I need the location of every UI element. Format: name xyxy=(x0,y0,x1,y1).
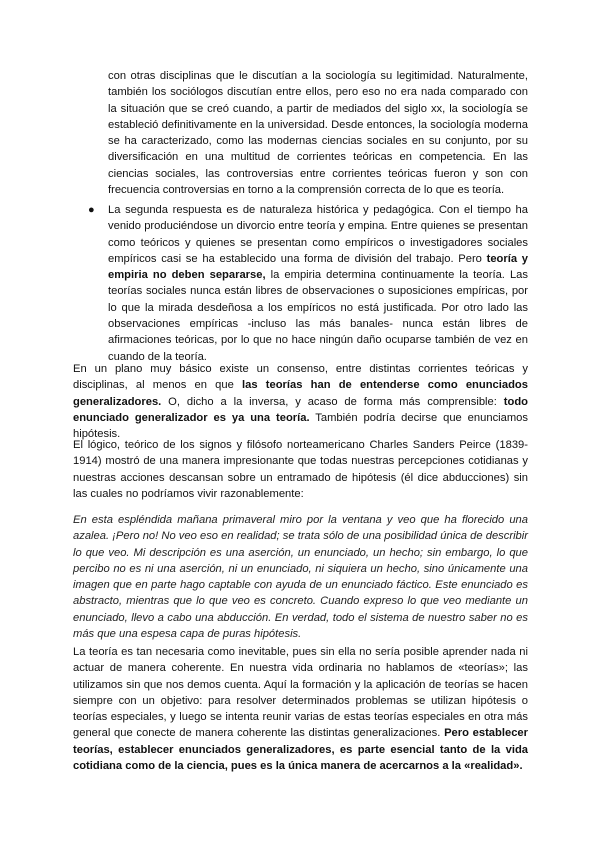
bullet-text-b: la empiria determina continuamente la teoría. Las teorías sociales nunca están libres de observaciones o suposiciones empíricas, por lo que la mirada desdeñosa a los empíricos no está justificada. Por otro lado las observaciones empíricas -incluso las más banales- nunca están libres de afirmaciones teóricas, por lo que no hace ningún daño ocuparse también de vez en cuando de la teoría. xyxy=(108,269,528,363)
paragraph-theory-necessary xyxy=(73,644,528,774)
peirce-quote: En esta espléndida mañana primaveral miro por la ventana y veo que ha florecido una azalea. ¡Pero no! No veo eso en realidad; se trata sólo de una posibilidad única de describir lo que veo. Mi descripción es una aserción, un enunciado, un hecho; sin embargo, lo que percibo no es ni una aserción, ni un enunciado, ni siquiera un hecho, sino únicamente una imagen que en parte hago captable con ayuda de un enunciado fáctico. Este enunciado es abstracto, mientras que lo que veo es concreto. Cuando expreso lo que veo mediante un enunciado, llevo a cabo una abducción. En verdad, todo el sistema de nuestro saber no es más que una espesa capa de puras hipótesis. xyxy=(73,514,528,641)
bullet-marker: ● xyxy=(88,204,95,216)
theory-text-a: La teoría es tan necesaria como inevitable, pues sin ella no sería posible aprender nada ni actuar de manera coherente. En nuestra vida ordinaria no hablamos de «teorías»; las utilizamos sin que nos demos cuenta. Aquí la formación y la aplicación de teorías se hacen siempre con un objetivo: para resolver determinados problemas se utilizan hipótesis o teorías especiales, y luego se intenta reunir varias de estas teorías especiales en otra más general que conecte de manera coherente las distintas generalizaciones. xyxy=(73,646,528,740)
bullet-paragraph xyxy=(108,202,528,365)
consensus-bold-b: todo enunciado generalizador es ya una teoría. xyxy=(73,395,528,424)
consensus-text-a: En un plano muy básico existe un consenso, entre distintas corrientes teóricas y disciplinas, al menos en que xyxy=(73,363,528,392)
consensus-text-c: También podría decirse que enunciamos hipótesis. xyxy=(73,411,529,441)
bullet-text-a: La segunda respuesta es de naturaleza histórica y pedagógica. Con el tiempo ha venido produciéndose un divorcio entre teoría y empina. Entre quienes se presentan como teóricos y quienes se presentan como empíricos o investigadores sociales empíricos casi se ha establecido una forma de división del trabajo. Pero xyxy=(108,204,528,265)
paragraph-consensus xyxy=(73,361,528,442)
bullet-bold-a: teoría y empiria no deben separarse, xyxy=(108,252,529,282)
paragraph-continuation: con otras disciplinas que le discutían a la sociología su legitimidad. Naturalmente, también los sociólogos discutían entre ellos, pero eso no era nada comparado con la situación que se creó cuando, a partir de mediados del siglo xx, la sociología se estableció definitivamente en la universidad. Desde entonces, la sociología moderna se ha caracterizado, como las modernas ciencias sociales en su conjunto, por su diversificación en una multitud de corrientes teóricas en competencia. En las ciencias sociales, las controversias entre corrientes teóricas fueron y son con frecuencia controversias en torno a la comprensión correcta de lo que es teoría. xyxy=(108,70,528,197)
consensus-bold-a: las teorías han de entenderse como enunciados generalizadores. xyxy=(73,379,528,408)
paragraph-peirce: El lógico, teórico de los signos y filósofo norteamericano Charles Sanders Peirce (1839-1914) mostró de una manera impresionante que todas nuestras percepciones cotidianas y nuestras acciones descansan sobre un entramado de hipótesis (él dice abducciones) sin las cuales no podríamos vivir razonablemente: xyxy=(73,439,528,500)
theory-bold-a: Pero establecer teorías, establecer enunciados generalizadores, es parte esencial tanto de la vida cotidiana como de la ciencia, pues es la única manera de acercarnos a la «realidad». xyxy=(73,727,528,773)
consensus-text-b: O, dicho a la inversa, y acaso de forma más comprensible: xyxy=(161,395,504,408)
